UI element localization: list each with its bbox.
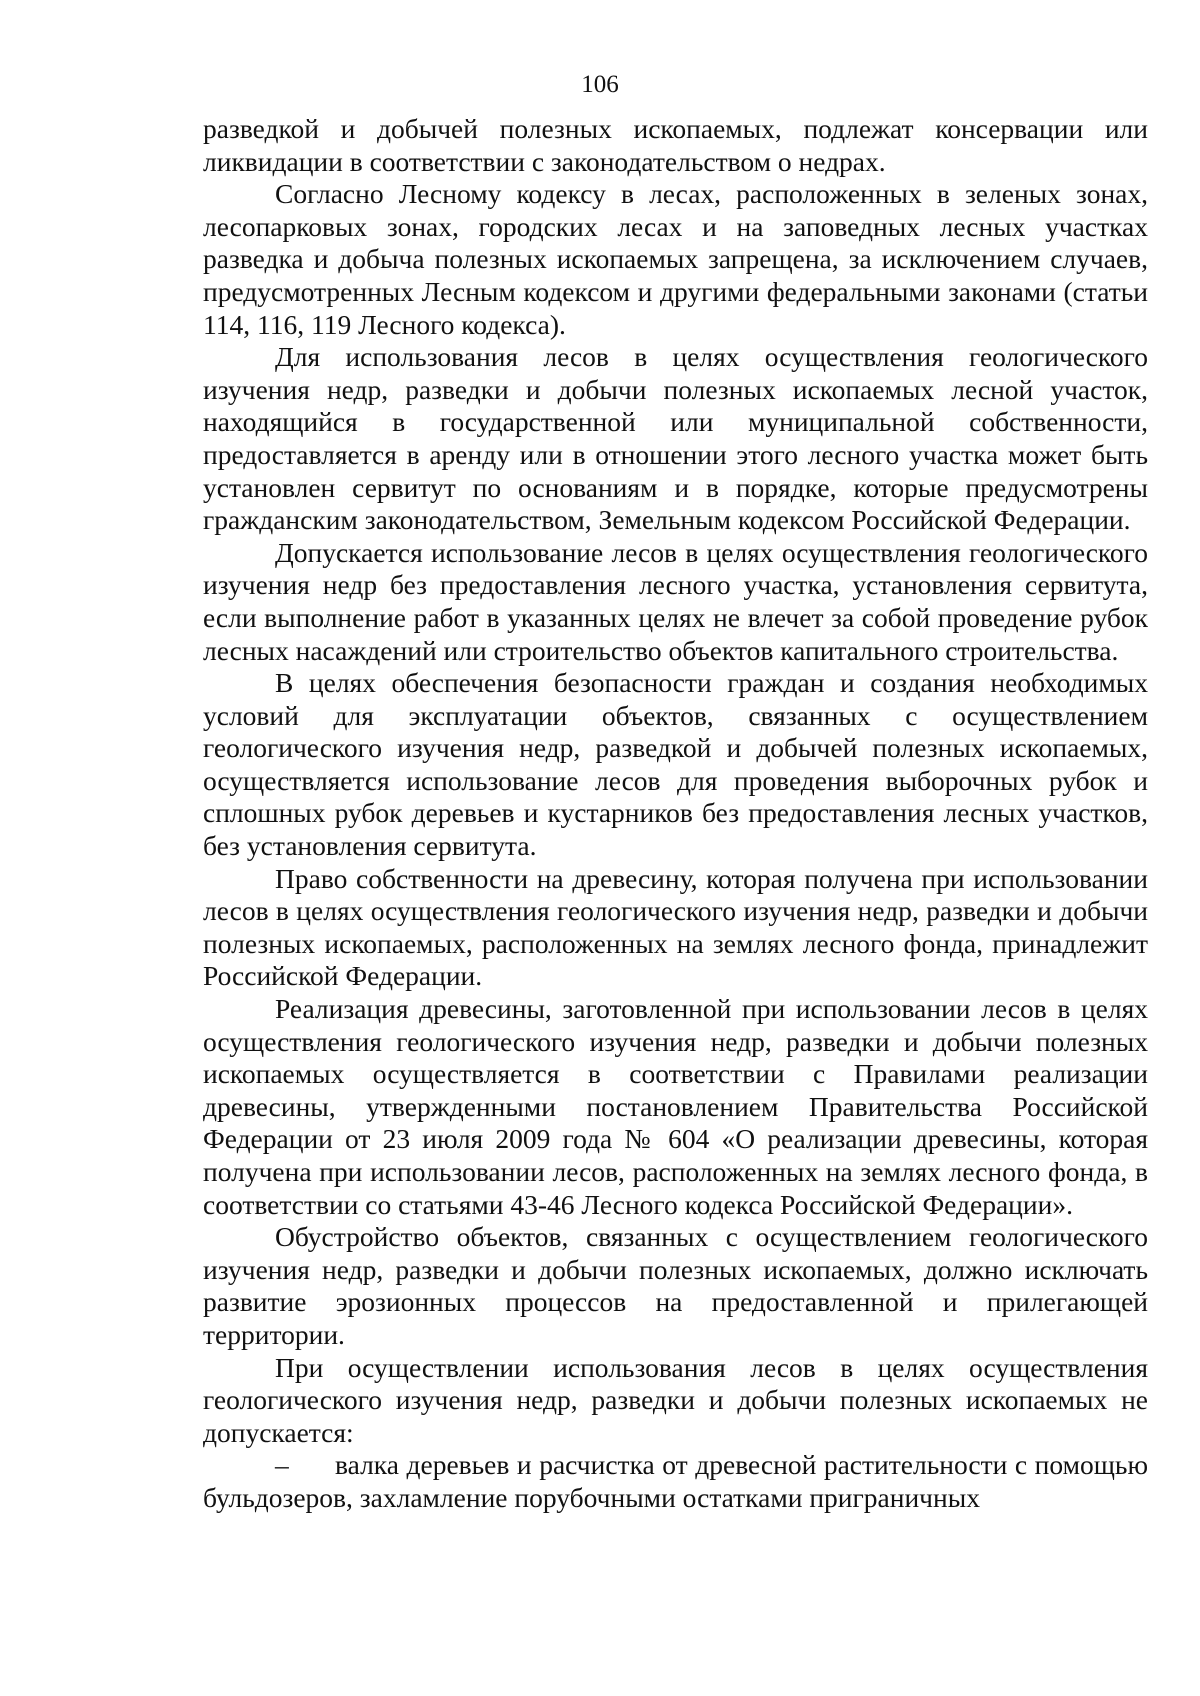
paragraph-prohibitions-intro: При осуществлении использования лесов в целях осуществления геологического изучения недр, разведки и добычи полезных ископаемых не допускается: bbox=[203, 1351, 1148, 1448]
paragraph-continuation: разведкой и добычей полезных ископаемых, подлежат консервации или ликвидации в соответствии с законодательством о недрах. bbox=[203, 113, 1148, 177]
paragraph-lease-servitude: Для использования лесов в целях осуществления геологического изучения недр, разведки и добычи полезных ископаемых лесной участок, находящийся в государственной или муниципальной собственности, предоставляется в аренду или в отношении этого лесного участка может быть установлен сервитут по основаниям и в порядке, которые предусмотрены гражданским законодательством, Земельным кодексом Российской Федерации. bbox=[203, 341, 1148, 536]
paragraph-use-without-lease: Допускается использование лесов в целях осуществления геологического изучения недр без предоставления лесного участка, установления сервитута, если выполнение работ в указанных целях не влечет за собой проведение рубок лесных насаждений или строительство объектов капитального строительства. bbox=[203, 536, 1148, 666]
paragraph-erosion-prevention: Обустройство объектов, связанных с осуществлением геологического изучения недр, разведки и добычи полезных ископаемых, должно исключать развитие эрозионных процессов на предоставленной и прилегающей территории. bbox=[203, 1221, 1148, 1350]
paragraph-forest-code-restrictions: Согласно Лесному кодексу в лесах, расположенных в зеленых зонах, лесопарковых зонах, городских лесах и на заповедных лесных участках разведка и добыча полезных ископаемых запрещена, за исключением случаев, предусмотренных Лесным кодексом и другими федеральными законами (статьи 114, 116, 119 Лесного кодекса). bbox=[203, 178, 1148, 340]
list-item-text: валка деревьев и расчистка от древесной растительности с помощью бульдозеров, захламление порубочными остатками приграничных bbox=[203, 1449, 1148, 1513]
paragraph-safety-logging: В целях обеспечения безопасности граждан и создания необходимых условий для эксплуатации объектов, связанных с осуществлением геологического изучения недр, разведкой и добычей полезных ископаемых, осуществляется использование лесов для проведения выборочных рубок и сплошных рубок деревьев и кустарников без предоставления лесных участков, без установления сервитута. bbox=[203, 667, 1148, 862]
document-body bbox=[203, 113, 1148, 1515]
list-marker-dash: – bbox=[275, 1449, 289, 1481]
paragraph-timber-sale: Реализация древесины, заготовленной при использовании лесов в целях осуществления геологического изучения недр, разведки и добычи полезных ископаемых осуществляется в соответствии с Правилами реализации древесины, утвержденными постановлением Правительства Российской Федерации от 23 июля 2009 года № 604 «О реализации древесины, которая получена при использовании лесов, расположенных на землях лесного фонда, в соответствии со статьями 43-46 Лесного кодекса Российской Федерации». bbox=[203, 993, 1148, 1220]
page-number: 106 bbox=[581, 71, 619, 98]
paragraph-timber-ownership: Право собственности на древесину, которая получена при использовании лесов в целях осуществления геологического изучения недр, разведки и добычи полезных ископаемых, расположенных на землях лесного фонда, принадлежит Российской Федерации. bbox=[203, 862, 1148, 992]
list-item bbox=[203, 1449, 1148, 1514]
